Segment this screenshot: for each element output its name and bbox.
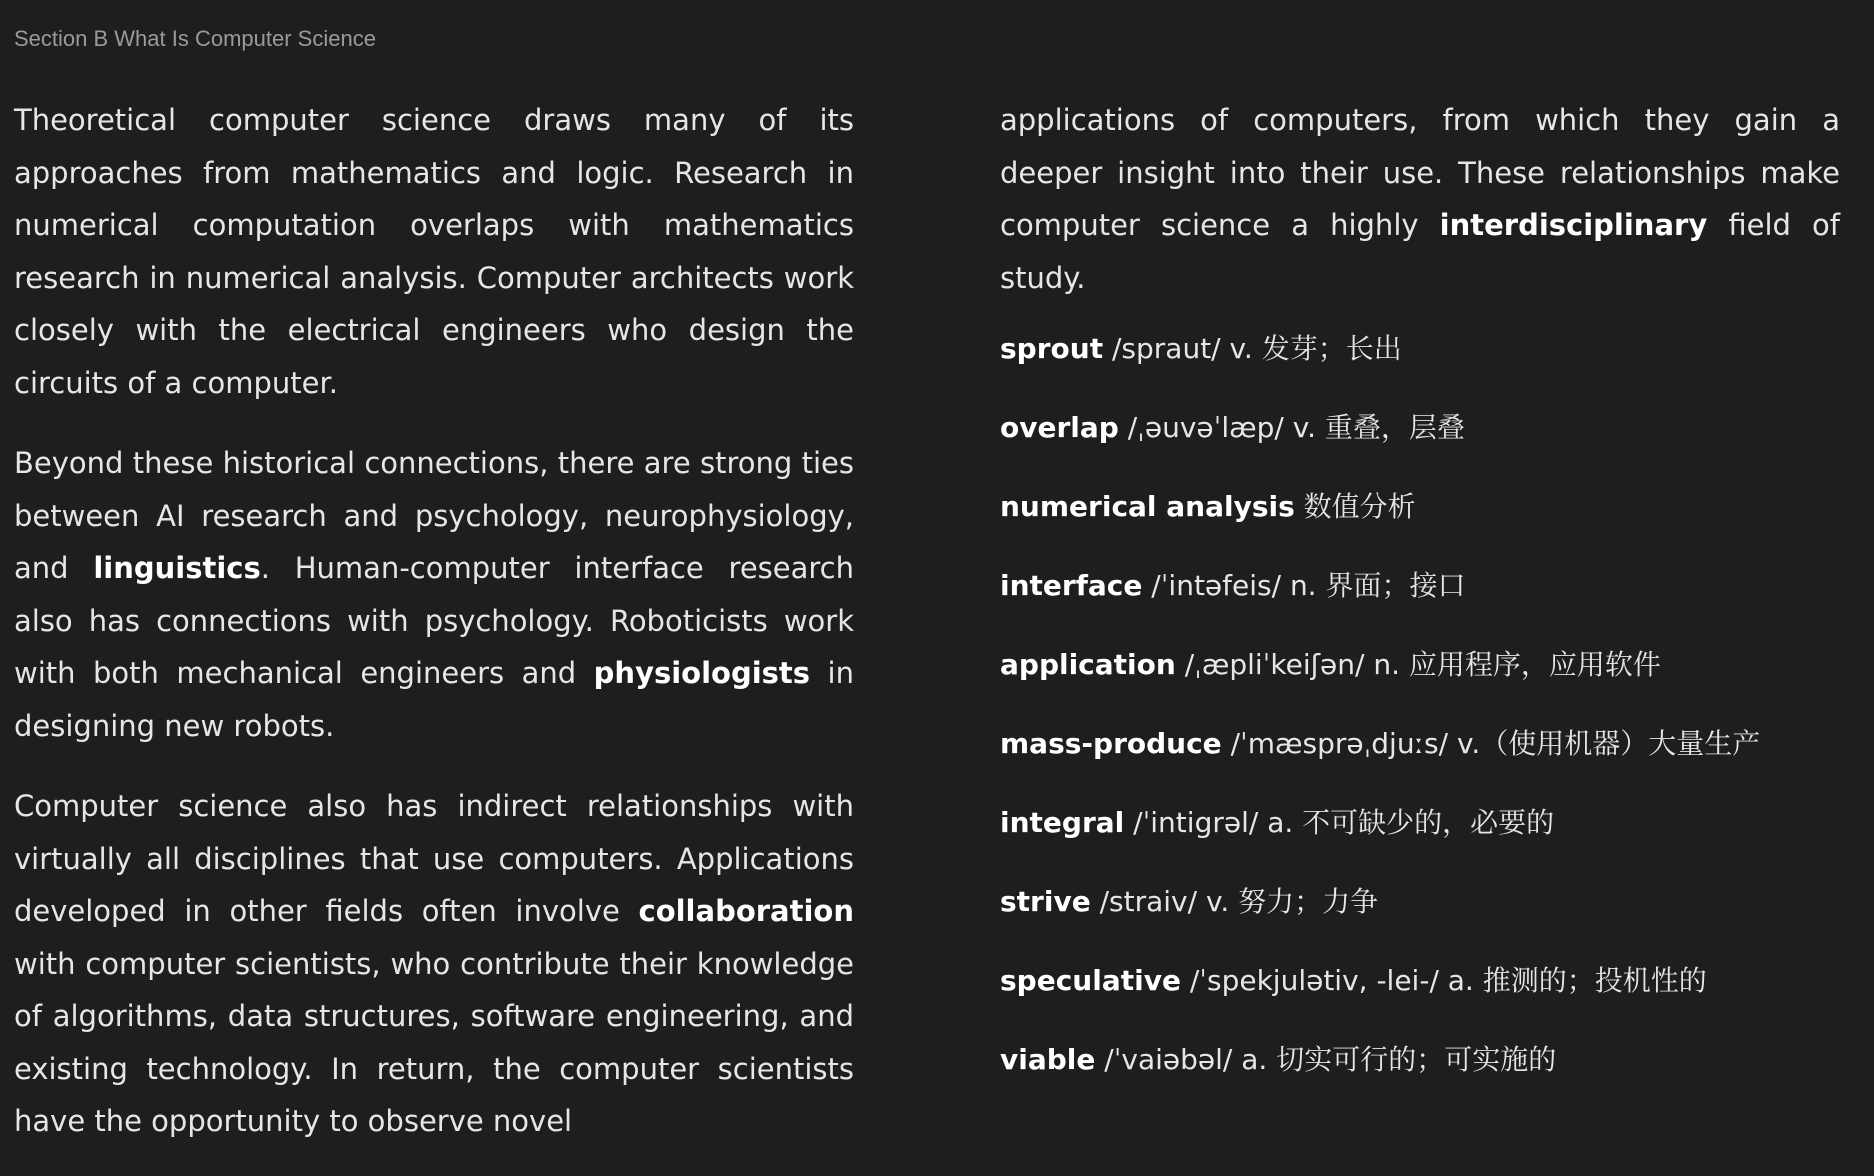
paragraph-text: in designing new robots. xyxy=(14,656,854,743)
vocab-definition: /ˈmæsprəˌdjuːs/ v.（使用机器）大量生产 xyxy=(1221,727,1761,760)
left-column xyxy=(14,94,854,1176)
vocab-entry-numerical-analysis xyxy=(1000,490,1840,524)
paragraph-indirect-relationships xyxy=(14,780,854,1148)
vocab-entry-application xyxy=(1000,648,1840,682)
section-title: Section B What Is Computer Science xyxy=(14,26,376,51)
vocab-definition: /ˈintəfeis/ n. 界面；接口 xyxy=(1142,569,1466,602)
vocab-entry-integral xyxy=(1000,806,1840,840)
vocab-entry-strive xyxy=(1000,885,1840,919)
vocab-entry-sprout xyxy=(1000,332,1840,366)
paragraph-continuation xyxy=(1000,94,1840,304)
vocab-term: speculative xyxy=(1000,964,1181,997)
vocab-term: interface xyxy=(1000,569,1143,602)
vocab-definition: /straiv/ v. 努力；力争 xyxy=(1090,885,1379,918)
vocab-term: integral xyxy=(1000,806,1125,839)
vocab-definition: 数值分析 xyxy=(1294,490,1416,523)
vocab-definition: /ˈspekjulətiv, -lei-/ a. 推测的；投机性的 xyxy=(1180,964,1707,997)
vocab-term: application xyxy=(1000,648,1176,681)
vocab-term: strive xyxy=(1000,885,1091,918)
vocab-definition: /ˈvaiəbəl/ a. 切实可行的；可实施的 xyxy=(1095,1043,1557,1076)
vocab-entry-interface xyxy=(1000,569,1840,603)
keyword-linguistics: linguistics xyxy=(93,551,261,585)
vocab-entry-viable xyxy=(1000,1043,1840,1077)
paragraph-text: applications of computers, from which they gain a deeper insight into their use. These relationships make computer science a highly xyxy=(1000,103,1840,242)
paragraph-text: Beyond these historical connections, there are strong ties between AI research and psychology, neurophysiology, and xyxy=(14,446,854,585)
right-column xyxy=(1000,94,1840,1122)
vocab-term: viable xyxy=(1000,1043,1096,1076)
paragraph-historical-connections xyxy=(14,437,854,752)
vocab-term: mass-produce xyxy=(1000,727,1222,760)
paragraph-theoretical xyxy=(14,94,854,409)
paragraph-text: with computer scientists, who contribute their knowledge of algorithms, data structures, software engineering, and existing technology. In return, the computer scientists have the opportunity to observe novel xyxy=(14,946,854,1138)
vocab-definition: /ˈintigrəl/ a. 不可缺少的，必要的 xyxy=(1124,806,1555,839)
paragraph-text: Theoretical computer science draws many of its approaches from mathematics and logic. Research in numerical computation overlaps with mathematics research in numerical analysis. Computer architects work closely with the electrical engineers who design the circuits of a computer. xyxy=(14,103,854,400)
keyword-collaboration: collaboration xyxy=(638,894,854,928)
vocab-definition: /ˌəuvəˈlæp/ v. 重叠，层叠 xyxy=(1118,411,1465,444)
vocab-entry-overlap xyxy=(1000,411,1840,445)
vocabulary-list xyxy=(1000,332,1840,1077)
vocab-definition: /ˌæpliˈkeiʃən/ n. 应用程序，应用软件 xyxy=(1175,648,1661,681)
keyword-interdisciplinary: interdisciplinary xyxy=(1439,208,1708,242)
paragraph-text: Computer science also has indirect relationships with virtually all disciplines that use computers. Applications developed in other fields often involve xyxy=(14,789,854,928)
vocab-entry-mass-produce xyxy=(1000,727,1840,761)
paragraph-text: . Human-computer interface research also has connections with psychology. Roboticists work with both mechanical engineers and xyxy=(14,551,854,690)
vocab-term: overlap xyxy=(1000,411,1119,444)
vocab-definition: /spraut/ v. 发芽；长出 xyxy=(1103,332,1402,365)
vocab-term: numerical analysis xyxy=(1000,490,1295,523)
vocab-term: sprout xyxy=(1000,332,1104,365)
vocab-entry-speculative xyxy=(1000,964,1840,998)
paragraph-text: field of study. xyxy=(1000,208,1840,295)
keyword-physiologists: physiologists xyxy=(593,656,811,690)
